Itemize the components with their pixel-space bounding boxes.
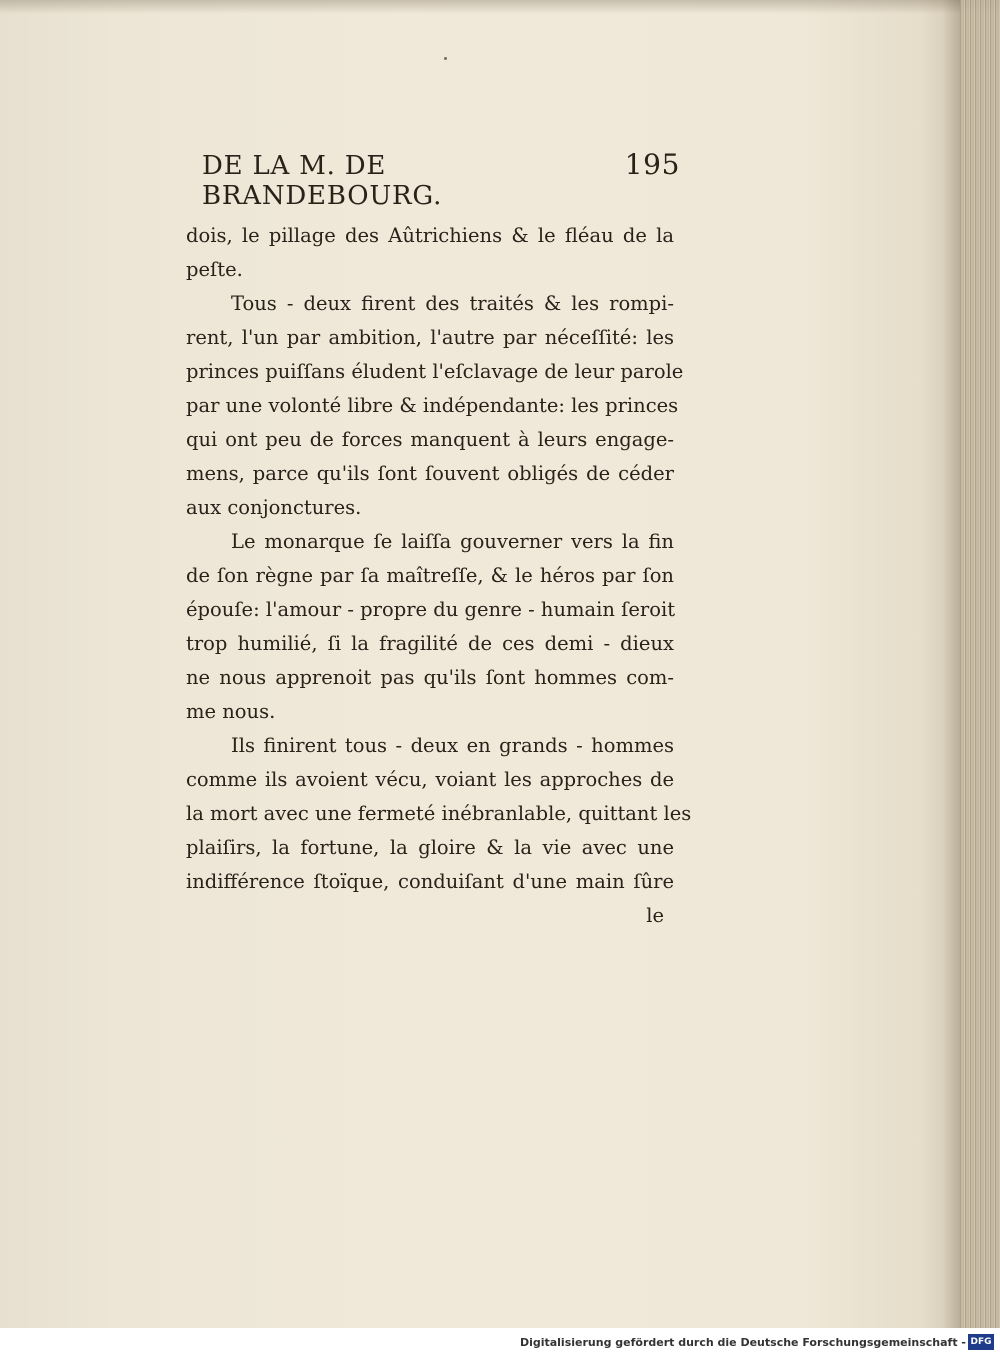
running-title: DE LA M. DE BRANDEBOURG. (202, 151, 443, 211)
text-line: comme ils avoient vécu, voiant les approches de (186, 768, 674, 791)
text-line: Le monarque ſe laiſſa gouverner vers la fin (231, 530, 674, 553)
text-line: peſte. (186, 258, 243, 281)
book-page-edges (960, 0, 1000, 1328)
catchword: le (646, 904, 664, 927)
text-line: plaiſirs, la fortune, la gloire & la vie avec une (186, 836, 674, 859)
text-line: rent, l'un par ambition, l'autre par néceſſité: les (186, 326, 674, 349)
text-block (186, 148, 692, 933)
page-number: 195 (624, 148, 680, 181)
text-line: indifférence ſtoïque, conduiſant d'une main ſûre (186, 870, 674, 893)
text-line: Ils finirent tous - deux en grands - hommes (231, 734, 674, 757)
top-shadow (0, 0, 1000, 14)
text-line: ne nous apprenoit pas qu'ils ſont hommes com- (186, 666, 674, 689)
text-line: qui ont peu de forces manquent à leurs engage- (186, 428, 674, 451)
text-line: par une volonté libre & indépendante: les princes (186, 394, 679, 417)
text-line: de ſon règne par ſa maîtreſſe, & le héros par ſon (186, 564, 674, 587)
text-line: princes puiſſans éludent l'eſclavage de leur parole (186, 360, 684, 383)
text-line: la mort avec une fermeté inébranlable, quittant les (186, 802, 692, 825)
text-line: trop humilié, ſi la fragilité de ces demi - dieux (186, 632, 674, 655)
text-line: me nous. (186, 700, 276, 723)
funding-notice: Digitalisierung gefördert durch die Deutsche Forschungsgemeinschaft - (519, 1336, 966, 1349)
running-head (202, 148, 680, 211)
gutter-shadow (942, 0, 960, 1328)
text-line: mens, parce qu'ils ſont ſouvent obligés de céder (186, 462, 674, 485)
text-line: épouſe: l'amour - propre du genre - humain ſeroit (186, 598, 676, 621)
paper-speck (444, 57, 447, 60)
digitization-footer (0, 1328, 1000, 1358)
dfg-logo: DFG (968, 1334, 994, 1350)
text-line: dois, le pillage des Aûtrichiens & le fléau de la (186, 224, 674, 247)
text-line: Tous - deux firent des traités & les rompi- (231, 292, 674, 315)
text-line: aux conjonctures. (186, 496, 362, 519)
